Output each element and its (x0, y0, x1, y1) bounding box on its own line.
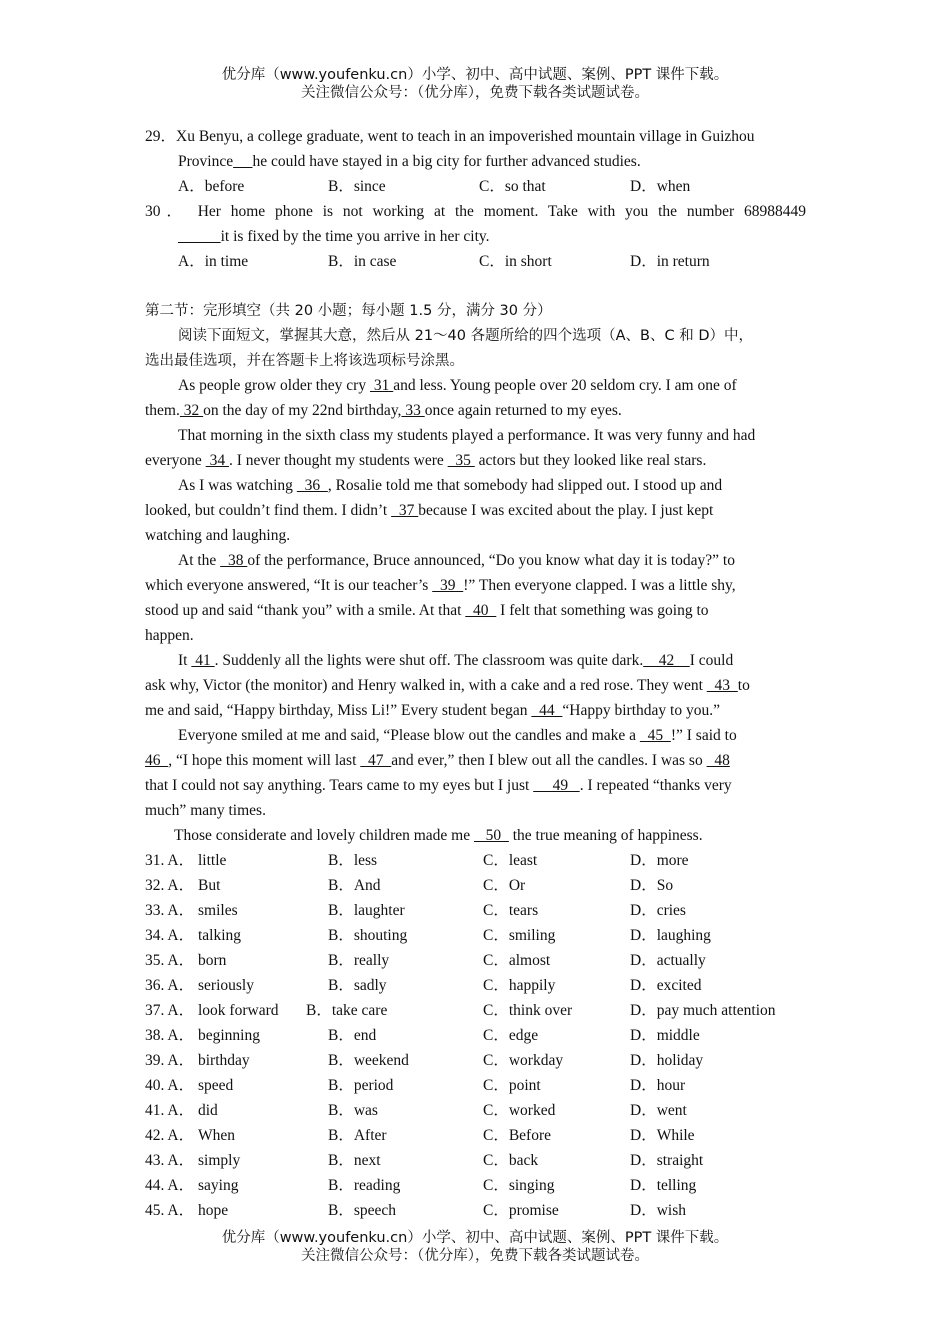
q30-text-b: it is fixed by the time you arrive in her city. (220, 228, 490, 245)
option-a: talking (198, 927, 242, 944)
option-c: C．think over (483, 1002, 573, 1019)
option-b: B．period (328, 1077, 394, 1094)
option-d: D．laughing (630, 927, 711, 944)
option-a: speed (198, 1077, 234, 1094)
blank-50: 50 (474, 827, 509, 844)
option-number: 33. A． (145, 902, 195, 919)
p6-line-3 (145, 776, 732, 796)
p6-line-1 (178, 726, 737, 746)
p4-text: !” Then everyone clapped. I was a little shy, (463, 577, 736, 594)
option-number: 32. A． (145, 877, 195, 894)
blank-48: 48 (706, 752, 730, 769)
q30-option-b: B．in case (328, 253, 397, 270)
p4-text: which everyone answered, “It is our teacher’s (145, 577, 433, 594)
blank-47: 47 (360, 752, 392, 769)
option-b: B．take care (306, 1002, 388, 1019)
p3-text: , Rosalie told me that somebody had slipped out. I stood up and (327, 477, 723, 494)
p1-text: As people grow older they cry (178, 377, 370, 394)
option-b: B．After (328, 1127, 387, 1144)
p6-line-4: much” many times. (145, 802, 266, 819)
blank-38: 38 (220, 552, 248, 569)
footer-line-2: 关注微信公众号：（优分库），免费下载各类试题试卷。 (301, 1248, 649, 1264)
p6-text: . I repeated “thanks very (579, 777, 732, 794)
q30-option-a: A．in time (178, 253, 249, 270)
option-a: did (198, 1102, 218, 1119)
p6-text: that I could not say anything. Tears came to my eyes but I just (145, 777, 534, 794)
blank-46: 46 (145, 752, 169, 769)
blank-44: 44 (531, 702, 563, 719)
option-d: D．middle (630, 1027, 700, 1044)
option-number: 34. A． (145, 927, 195, 944)
p4-line-3 (145, 601, 709, 621)
p4-line-4: happen. (145, 627, 194, 644)
option-number: 42. A． (145, 1127, 195, 1144)
page-header (0, 66, 950, 102)
p2-text: everyone (145, 452, 206, 469)
option-number: 43. A． (145, 1152, 195, 1169)
q29-option-b: B．since (328, 178, 386, 195)
option-a: seriously (198, 977, 254, 994)
p5-text: “Happy birthday to you.” (562, 702, 720, 719)
p3-line-2 (145, 501, 713, 521)
option-a: saying (198, 1177, 239, 1194)
p7-text: Those considerate and lovely children made me (174, 827, 474, 844)
option-d: D．So (630, 877, 674, 894)
option-b: B．reading (328, 1177, 401, 1194)
blank-45: 45 (639, 727, 671, 744)
option-a: When (198, 1127, 236, 1144)
p5-text: I could (689, 652, 734, 669)
p1-text: and less. Young people over 20 seldom cry. I am one of (393, 377, 737, 394)
option-d: D．cries (630, 902, 686, 919)
option-a: But (198, 877, 221, 894)
option-d: D．went (630, 1102, 687, 1119)
option-b: B．weekend (328, 1052, 409, 1069)
option-d: D．wish (630, 1202, 686, 1219)
option-c: C．promise (483, 1202, 559, 1219)
option-c: C．smiling (483, 927, 556, 944)
blank-32: 32 (179, 402, 204, 419)
q29-option-c: C．so that (479, 178, 546, 195)
option-number: 40. A． (145, 1077, 195, 1094)
q29-text-a: Province (178, 153, 234, 170)
section-instruction-2: 选出最佳选项，并在答题卡上将该选项标号涂黑。 (145, 353, 464, 369)
option-b: B．was (328, 1102, 378, 1119)
option-a: beginning (198, 1027, 260, 1044)
blank-43: 43 (706, 677, 738, 694)
p5-text: ask why, Victor (the monitor) and Henry walked in, with a cake and a red rose. They went (145, 677, 707, 694)
p2-text: . I never thought my students were (228, 452, 448, 469)
option-c: C．Or (483, 877, 526, 894)
p3-line-3: watching and laughing. (145, 527, 291, 544)
option-d: D．telling (630, 1177, 697, 1194)
option-a: look forward (198, 1002, 279, 1019)
option-c: C．workday (483, 1052, 564, 1069)
option-a: born (198, 952, 227, 969)
option-a: simply (198, 1152, 241, 1169)
option-d: D．While (630, 1127, 695, 1144)
option-number: 41. A． (145, 1102, 195, 1119)
p5-text: It (178, 652, 192, 669)
p3-text: As I was watching (178, 477, 297, 494)
option-c: C．edge (483, 1027, 539, 1044)
blank-34: 34 (205, 452, 229, 469)
option-b: B．next (328, 1152, 381, 1169)
blank-42: 42 (643, 652, 690, 669)
option-b: B．end (328, 1027, 377, 1044)
p2-line-1: That morning in the sixth class my students played a performance. It was very funny and had (178, 427, 756, 444)
option-b: B．shouting (328, 927, 408, 944)
blank-41: 41 (191, 652, 215, 669)
p3-text: because I was excited about the play. I just kept (418, 502, 714, 519)
blank-49: 49 (533, 777, 580, 794)
p4-line-2 (145, 576, 736, 596)
p4-line-1 (178, 551, 735, 571)
header-line-2: 关注微信公众号：（优分库），免费下载各类试题试卷。 (301, 85, 649, 101)
option-number: 36. A． (145, 977, 195, 994)
blank-39: 39 (432, 577, 464, 594)
q30-line-2 (178, 227, 490, 247)
option-d: D．straight (630, 1152, 704, 1169)
p5-text: me and said, “Happy birthday, Miss Li!” Every student began (145, 702, 532, 719)
option-a: little (198, 852, 227, 869)
p1-text: on the day of my 22nd birthday, (203, 402, 402, 419)
option-number: 38. A． (145, 1027, 195, 1044)
blank-35: 35 (447, 452, 475, 469)
option-c: C．singing (483, 1177, 555, 1194)
option-number: 37. A． (145, 1002, 195, 1019)
header-line-1: 优分库（www.youfenku.cn）小学、初中、高中试题、案例、PPT 课件下载。 (221, 67, 729, 83)
p4-text: of the performance, Bruce announced, “Do you know what day it is today?” to (247, 552, 735, 569)
q29-option-d: D．when (630, 178, 691, 195)
page-footer (0, 1229, 950, 1265)
q30-option-d: D．in return (630, 253, 710, 270)
option-b: B．And (328, 877, 381, 894)
p2-text: actors but they looked like real stars. (474, 452, 707, 469)
q30-option-c: C．in short (479, 253, 552, 270)
option-number: 35. A． (145, 952, 195, 969)
footer-line-1: 优分库（www.youfenku.cn）小学、初中、高中试题、案例、PPT 课件下载。 (221, 1230, 729, 1246)
option-c: C．worked (483, 1102, 556, 1119)
option-number: 44. A． (145, 1177, 195, 1194)
p4-text: I felt that something was going to (496, 602, 709, 619)
p3-text: looked, but couldn’t find them. I didn’t (145, 502, 392, 519)
blank-37: 37 (391, 502, 419, 519)
option-c: C．least (483, 852, 538, 869)
option-a: smiles (198, 902, 238, 919)
option-b: B．laughter (328, 902, 405, 919)
option-b: B．less (328, 852, 378, 869)
option-number: 45. A． (145, 1202, 195, 1219)
option-b: B．speech (328, 1202, 397, 1219)
q29-blank (233, 153, 252, 170)
p6-text: and ever,” then I blew out all the candles. I was so (391, 752, 707, 769)
option-b: B．really (328, 952, 390, 969)
p5-text: to (737, 677, 750, 694)
q30-blank (178, 228, 221, 245)
q30-line-1: 30． Her home phone is not working at the moment. Take with you the number 68988449 (145, 203, 806, 220)
section-title: 第二节：完形填空（共 20 小题；每小题 1.5 分，满分 30 分） (145, 303, 552, 319)
option-c: C．point (483, 1077, 541, 1094)
option-number: 31. A． (145, 852, 195, 869)
p2-line-2 (145, 451, 706, 471)
blank-36: 36 (296, 477, 328, 494)
p5-line-3 (145, 701, 720, 721)
option-c: C．Before (483, 1127, 552, 1144)
p5-text: . Suddenly all the lights were shut off. The classroom was quite dark. (214, 652, 644, 669)
p6-line-2 (145, 751, 730, 771)
option-d: D．holiday (630, 1052, 704, 1069)
blank-40: 40 (465, 602, 497, 619)
p6-text: , “I hope this moment will last (168, 752, 361, 769)
section-instruction-1: 阅读下面短文，掌握其大意，然后从 21～40 各题所给的四个选项（A、B、C 和 D）中， (178, 328, 753, 344)
p7-text: the true meaning of happiness. (508, 827, 703, 844)
option-c: C．almost (483, 952, 551, 969)
p1-line-2 (145, 401, 622, 421)
option-c: C．tears (483, 902, 539, 919)
option-c: C．back (483, 1152, 539, 1169)
option-a: hope (198, 1202, 229, 1219)
q29-line-1: 29．Xu Benyu, a college graduate, went to teach in an impoverished mountain village in Guizhou (145, 128, 755, 145)
option-d: D．pay much attention (630, 1002, 776, 1019)
option-number: 39. A． (145, 1052, 195, 1069)
blank-31: 31 (369, 377, 394, 394)
p1-text: them. (145, 402, 180, 419)
option-d: D．actually (630, 952, 706, 969)
p6-text: !” I said to (670, 727, 737, 744)
option-d: D．excited (630, 977, 702, 994)
p3-line-1 (178, 476, 722, 496)
option-b: B．sadly (328, 977, 387, 994)
p5-line-2 (145, 676, 750, 696)
option-c: C．happily (483, 977, 556, 994)
p6-text: Everyone smiled at me and said, “Please blow out the candles and make a (178, 727, 640, 744)
p1-text: once again returned to my eyes. (424, 402, 622, 419)
option-d: D．hour (630, 1077, 686, 1094)
q29-text-b: he could have stayed in a big city for further advanced studies. (252, 153, 641, 170)
p4-text: stood up and said “thank you” with a smile. At that (145, 602, 466, 619)
p4-text: At the (178, 552, 221, 569)
p7-line-1 (174, 826, 703, 846)
q29-line-2 (178, 152, 641, 172)
option-d: D．more (630, 852, 689, 869)
p5-line-1 (178, 651, 733, 671)
q29-option-a: A．before (178, 178, 245, 195)
p1-line-1 (178, 376, 737, 396)
option-a: birthday (198, 1052, 250, 1069)
blank-33: 33 (401, 402, 425, 419)
